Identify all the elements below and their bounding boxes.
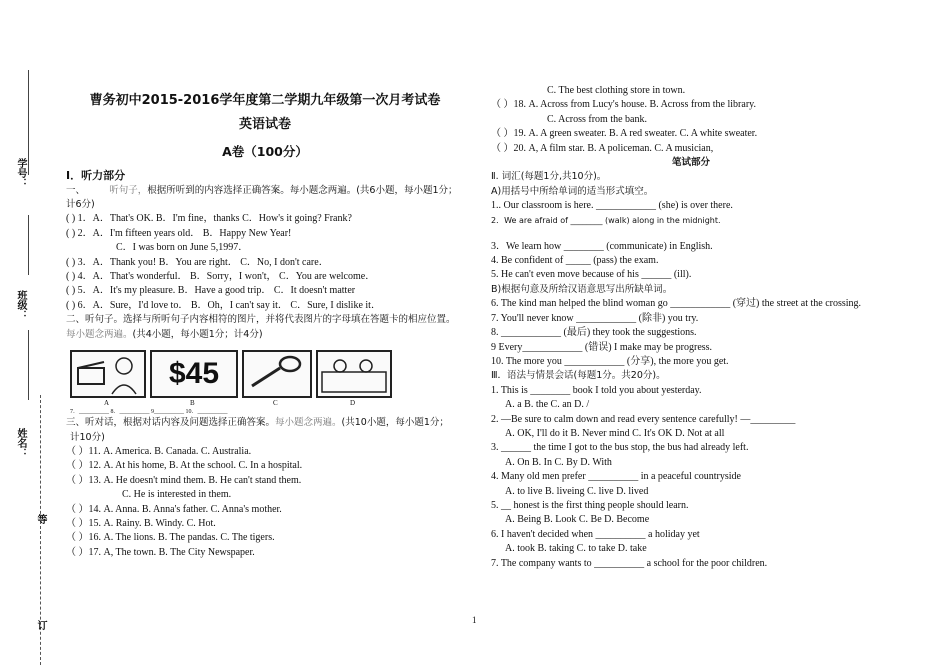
question-line: ( ) 3．A．Thank you! B．You are right． C．No, I don't care．: [66, 256, 329, 268]
grammar-options: A. to live B. liveing C. live D. lived: [505, 485, 649, 497]
question-line: （ ）19. A. A green sweater. B. A red sweater. C. A white sweater.: [491, 128, 758, 140]
vocab-part-b: B)根据句意及所给汉语意思写出所缺单词。: [491, 283, 673, 295]
exam-subtitle: 英语试卷: [238, 117, 291, 133]
vocab-item: 9 Every____________ (错误) I make may be progress.: [491, 341, 713, 353]
film-student-icon: [72, 352, 144, 396]
exam-volume: A卷（100分）: [222, 143, 308, 159]
vocab-part-a: A)用括号中所给单词的适当形式填空。: [491, 185, 654, 197]
exam-title: 曹务初中2015-2016学年度第二学期九年级第一次月考试卷: [89, 93, 441, 108]
question-line: （ ）13. A. He doesn't mind them. B. He can't stand them.: [66, 474, 302, 486]
question-line: C. The best clothing store in town.: [547, 85, 686, 96]
picture-c: [242, 350, 312, 398]
grammar-question: 2. —Be sure to calm down and read every sentence carefully! —_________: [491, 413, 796, 425]
vocab-item: 7. You'll never know ____________ (除非) you try.: [491, 312, 699, 324]
key-icon: [244, 352, 310, 396]
question-line: （ ）18. A. Across from Lucy's house. B. Across from the library.: [491, 99, 757, 111]
binding-margin: [0, 0, 50, 671]
vocab-item: 8. ____________ (最后) they took the suggestions.: [491, 327, 697, 339]
margin-line: [28, 330, 29, 400]
spacer: [491, 228, 891, 240]
part3-instructions-cont: 计10分): [70, 431, 105, 443]
vocab-item: 1.. Our classroom is here. ____________ (she) is over there.: [491, 200, 733, 212]
question-line: ( ) 6．A．Sure，I'd love to． B．Oh，I can't say it． C．Sure, I dislike it．: [66, 299, 381, 311]
vocab-item: 2．We are afraid of ________ (walk) along in the midnight.: [491, 215, 721, 225]
grammar-options: A. On B. In C. By D. With: [505, 456, 612, 468]
grammar-options: A. Being B. Look C. Be D. Become: [505, 514, 650, 526]
grammar-question: 5. __ honest is the first thing people should learn.: [491, 499, 689, 511]
margin-label-class: 班级：: [15, 290, 26, 320]
grammar-heading: Ⅲ．语法与情景会话(每题1分。共20分)。: [491, 370, 666, 382]
question-line: （ ）15. A. Rainy. B. Windy. C. Hot.: [66, 517, 216, 529]
part3-instructions: 三、听对话，根据对话内容及问题选择正确答案。每小题念两遍。(共10小题，每小题1分；: [66, 417, 449, 429]
margin-label-name: 姓名：: [15, 428, 26, 458]
question-line: C．I was born on June 5,1997．: [116, 242, 249, 254]
picture-a: [70, 350, 146, 398]
question-line: ( ) 2．A．I'm fifteen years old． B．Happy New Year!: [66, 227, 292, 239]
question-line: （ ）20. A, A film star. B. A policeman. C. A musician,: [491, 142, 714, 154]
part2-instructions: 二、听句子。选择与所听句子内容相符的图片，并将代表图片的字母填在答题卡的相应位置。每小题念两遍。(共4小题，每小题1分；计4分): [66, 314, 456, 340]
listening-heading: I．听力部分: [66, 169, 126, 183]
grammar-question: 4. Many old men prefer __________ in a peaceful countryside: [491, 471, 741, 483]
picture-strip: [70, 350, 390, 416]
grammar-options: A. OK, I'll do it B. Never mind C. It's OK D. Not at all: [505, 427, 725, 439]
question-line: （ ）12. A. At his home, B. At the school. C. In a hospital.: [66, 460, 303, 472]
picture-letter: C: [273, 399, 278, 408]
grammar-options: A. took B. taking C. to take D. take: [505, 543, 647, 555]
question-line: C. Across from the bank.: [547, 113, 647, 125]
grammar-question: 7. The company wants to __________ a school for the poor children.: [491, 557, 768, 569]
grammar-question: 1. This is ________ book I told you about yesterday.: [491, 384, 702, 396]
vocab-item: 4. Be confident of _____ (pass) the exam.: [491, 255, 659, 267]
picture-letter: B: [190, 399, 195, 408]
question-line: ( ) 4．A．That's wonderful． B．Sorry，I won't， C．You are welcome．: [66, 271, 376, 283]
margin-label-grade: 等: [35, 514, 46, 524]
vocab-item: 10. The more you ____________ (分享), the more you get.: [491, 355, 729, 367]
grammar-options: A. a B. the C. an D. /: [505, 399, 590, 411]
cooking-scene-icon: [318, 352, 390, 396]
margin-line: [28, 70, 29, 175]
question-line: ( ) 1．A．That's OK. B．I'm fine，thanks C．How's it going? Frank?: [66, 213, 352, 225]
question-line: C. He is interested in them.: [122, 489, 232, 501]
question-line: （ ）14. A. Anna. B. Anna's father. C. Anna's mother.: [66, 503, 282, 515]
vocab-item: 5. He can't even move because of his ______ (ill).: [491, 269, 692, 281]
picture-letter: A: [104, 399, 110, 408]
vocab-item: 6. The kind man helped the blind woman go ____________ (穿过) the street at the crossing.: [491, 298, 862, 310]
grammar-question: 6. I haven't decided when __________ a holiday yet: [491, 528, 700, 540]
left-column: [66, 88, 464, 560]
margin-line: [28, 215, 29, 275]
picture-b: [150, 350, 238, 398]
price-text: $45: [168, 357, 220, 391]
margin-label-binding: 订: [35, 620, 46, 630]
picture-answer-blanks: 7．__________ 8．__________ 9__________ 10．__________: [70, 409, 228, 416]
grammar-question: 3. ______ the time I got to the bus stop, the bus had already left.: [491, 442, 749, 454]
question-line: ( ) 5．A．It's my pleasure. B．Have a good trip． C．It doesn't matter: [66, 285, 356, 297]
vocab-item: 3．We learn how ________ (communicate) in English.: [491, 240, 713, 252]
question-line: （ ）16. A. The lions. B. The pandas. C. The tigers.: [66, 532, 275, 544]
question-line: （ ）17. A, The town. B. The City Newspaper.: [66, 546, 255, 558]
page-number: 1: [472, 615, 477, 625]
question-line: （ ）11. A. America. B. Canada. C. Australia.: [66, 445, 252, 457]
picture-letter: D: [350, 399, 356, 408]
part1-instructions: 一、 听句子，根据所听到的内容选择正确答案。每小题念两遍。(共6小题，每小题1分；计6分): [66, 184, 458, 211]
margin-label-student-id: 学号：: [15, 158, 26, 188]
vocab-heading: Ⅱ. 词汇(每题1分,共10分)。: [491, 171, 607, 183]
written-heading: 笔试部分: [671, 157, 710, 169]
right-column: [491, 84, 891, 571]
picture-d: [316, 350, 392, 398]
